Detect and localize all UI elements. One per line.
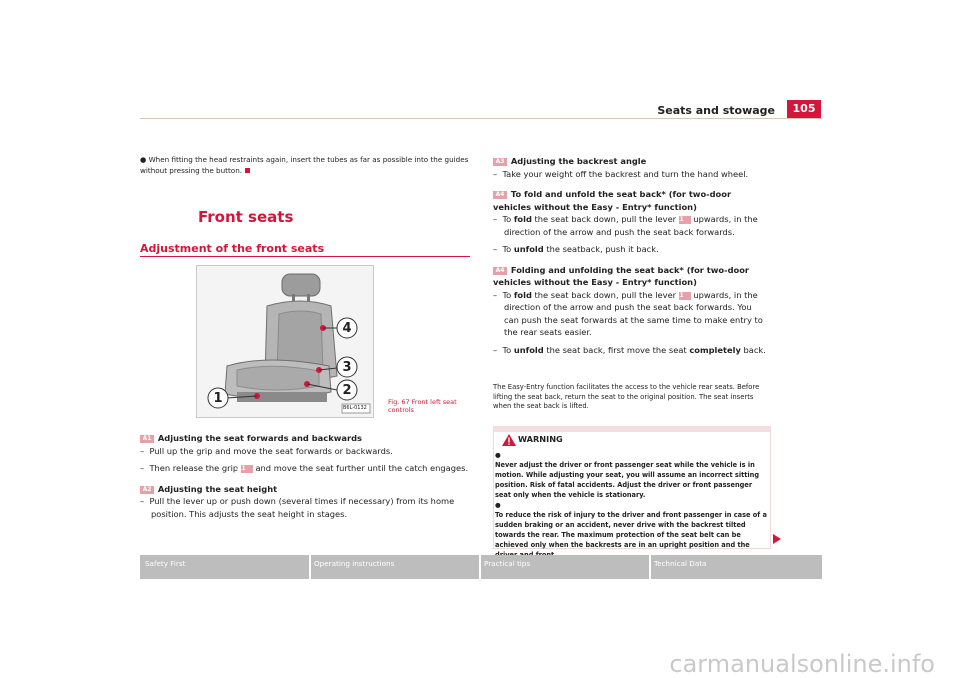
ref-tag-a4: A4 xyxy=(493,191,507,199)
inline-tag-a1: A1 xyxy=(679,216,691,224)
a1-step2a: Then release the grip xyxy=(149,463,239,473)
seat-figure xyxy=(196,265,374,418)
end-mark-icon xyxy=(245,168,250,173)
section-heading: Front seats xyxy=(198,208,294,226)
callout-3: 3 xyxy=(342,360,352,375)
a4a-s2-to: To xyxy=(502,244,512,254)
page-number: 105 xyxy=(787,100,821,118)
easy-entry-note: The Easy-Entry function facilitates the access to the vehicle rear seats. Before lifting the seat back, return the seat to the original position. The seat inserts when the seat back is lifted. xyxy=(493,383,760,411)
a4a-title: To fold and unfold the seat back* (for two-door vehicles without the Easy - Entry* function) xyxy=(493,189,732,212)
figure-caption: Fig. 67 Front left seat controls xyxy=(388,398,457,414)
ref-tag-a2: A2 xyxy=(140,486,154,494)
inline-tag-a1: A1 xyxy=(679,292,691,300)
warning-title: WARNING xyxy=(518,434,563,444)
footer-tab-practical-tips[interactable]: Practical tips xyxy=(484,559,531,568)
figure-code: B6L-0132 xyxy=(343,405,367,411)
subsection-heading: Adjustment of the front seats xyxy=(140,242,325,255)
ref-tag-a3: A3 xyxy=(493,158,507,166)
left-instructions: A1 Adjusting the seat forwards and backwards – Pull up the grip and move the seat forwards or backwards. – Then release the grip A1 and move the seat further until the catch engages. A2 Adjusting the seat height – Pull the lever up or push down (several times if necessary) from its home position. This adjusts the seat height in stages. xyxy=(140,433,469,519)
a4a-s1-rest: upwards, in the direction of the arrow and push the seat back forwards. xyxy=(504,214,758,237)
warning-bullet-2: To reduce the risk of injury to the driver and front passenger in case of a sudden braking or an accident, never drive with the backrest tilted towards the rear. The maximum protection of the seat belt can be achieved only when the backrests are in an upright position and the xyxy=(495,511,767,549)
warning-triangle-icon xyxy=(502,431,516,450)
a1-step1: Pull up the grip and move the seat forwards or backwards. xyxy=(149,445,393,456)
callout-2: 2 xyxy=(342,383,352,398)
footer-tab-operating-instructions[interactable]: Operating instructions xyxy=(314,559,395,568)
ref-tag-a1: A1 xyxy=(140,435,154,443)
a4b-title: Folding and unfolding the seat back* (for two-door vehicles without the Easy - Entry* function) xyxy=(493,264,749,287)
a4b-s1-to: To xyxy=(502,289,512,300)
callout-4: 4 xyxy=(342,321,352,336)
a1-step2b: and move the seat further until the catch engages. xyxy=(255,463,469,473)
note-text: When fitting the head restraints again, insert the tubes as far as possible into the guides without pressing the button. xyxy=(140,155,469,175)
a3-title: Adjusting the backrest angle xyxy=(510,156,647,166)
a4a-s2-text: the seatback, push it back. xyxy=(546,244,659,254)
bullet-icon: ● xyxy=(495,501,501,509)
bullet-icon: ● xyxy=(495,451,501,459)
ref-tag-a4-b: A4 xyxy=(493,267,507,275)
page-header-title: Seats and stowage xyxy=(657,104,775,117)
warning-body xyxy=(495,450,767,560)
a4b-s1-rest: upwards, in the direction of the arrow and push the seat back forwards. You can push the seat forwards at the same time to make entry to the rear seats easier. xyxy=(504,289,763,337)
a2-step1: Pull the lever up or push down (several times if necessary) from its home position. This adjusts the seat height in stages. xyxy=(149,496,455,519)
a4b-s1-text: the seat back down, pull the lever xyxy=(534,289,677,300)
warning-bullet-1: Never adjust the driver or front passenger seat while the vehicle is in motion. While adjusting your seat, you will assume an incorrect sitting position. Risk of fatal accidents. Adjust the driver or front passenger seat only when the vehicle is stationary. xyxy=(495,461,760,499)
a1-title: Adjusting the seat forwards and backwards xyxy=(157,433,362,443)
footer-tab-safety-first[interactable]: Safety First xyxy=(145,559,186,568)
watermark-text: carmanualsonline.info xyxy=(669,650,935,678)
inline-tag-a1: A1 xyxy=(241,465,253,473)
a2-title: Adjusting the seat height xyxy=(157,483,278,494)
a4b-s2-end: back. xyxy=(743,344,766,355)
a4b-s2-completely: completely xyxy=(689,344,741,355)
a4b-s2-to: To xyxy=(502,344,512,355)
footer-separator xyxy=(649,555,651,579)
bullet-icon: ● xyxy=(140,155,147,164)
subsection-divider xyxy=(140,256,470,257)
callout-1: 1 xyxy=(213,391,223,406)
right-instructions: A3 Adjusting the backrest angle – Take your weight off the backrest and turn the hand wheel. A4 To fold and unfold the seat back* (for two-door vehicles without the Easy - Entry* function) – To fold the seat back down, pull the lever A1 upwards, in the direction of the arrow and push the seat back forwards. – To unfold the seatback, push it back. A4 Folding and unfolding the seat back* (for two-door vehicles without the Easy - Entry* function) – To fold the seat back down, pull the lever A1 upwards, in the direction of the arrow and push the seat back forwards. You can push the seat forwards at the same time to make entry to the rear seats easier. – To unfold the seat back, first move the seat completely back. xyxy=(493,156,766,355)
a4a-s1-to: To xyxy=(502,214,512,224)
header-divider xyxy=(140,118,822,119)
a4b-s2-unfold: unfold xyxy=(513,344,544,355)
a4a-s1-fold: fold xyxy=(513,214,532,224)
a4b-s2-text: the seat back, first move the seat xyxy=(546,344,687,355)
a4a-s1-text: the seat back down, pull the lever xyxy=(534,214,677,224)
a4a-s2-unfold: unfold xyxy=(513,244,544,254)
a4b-s1-fold: fold xyxy=(513,289,532,300)
continue-arrow-icon xyxy=(773,529,781,548)
head-restraint-note xyxy=(140,155,472,176)
footer-separator xyxy=(479,555,481,579)
footer-bar xyxy=(140,555,822,579)
footer-separator xyxy=(309,555,311,579)
a3-step1: Take your weight off the backrest and turn the hand wheel. xyxy=(502,168,749,179)
footer-tab-technical-data[interactable]: Technical Data xyxy=(654,559,707,568)
watermark xyxy=(0,650,960,678)
